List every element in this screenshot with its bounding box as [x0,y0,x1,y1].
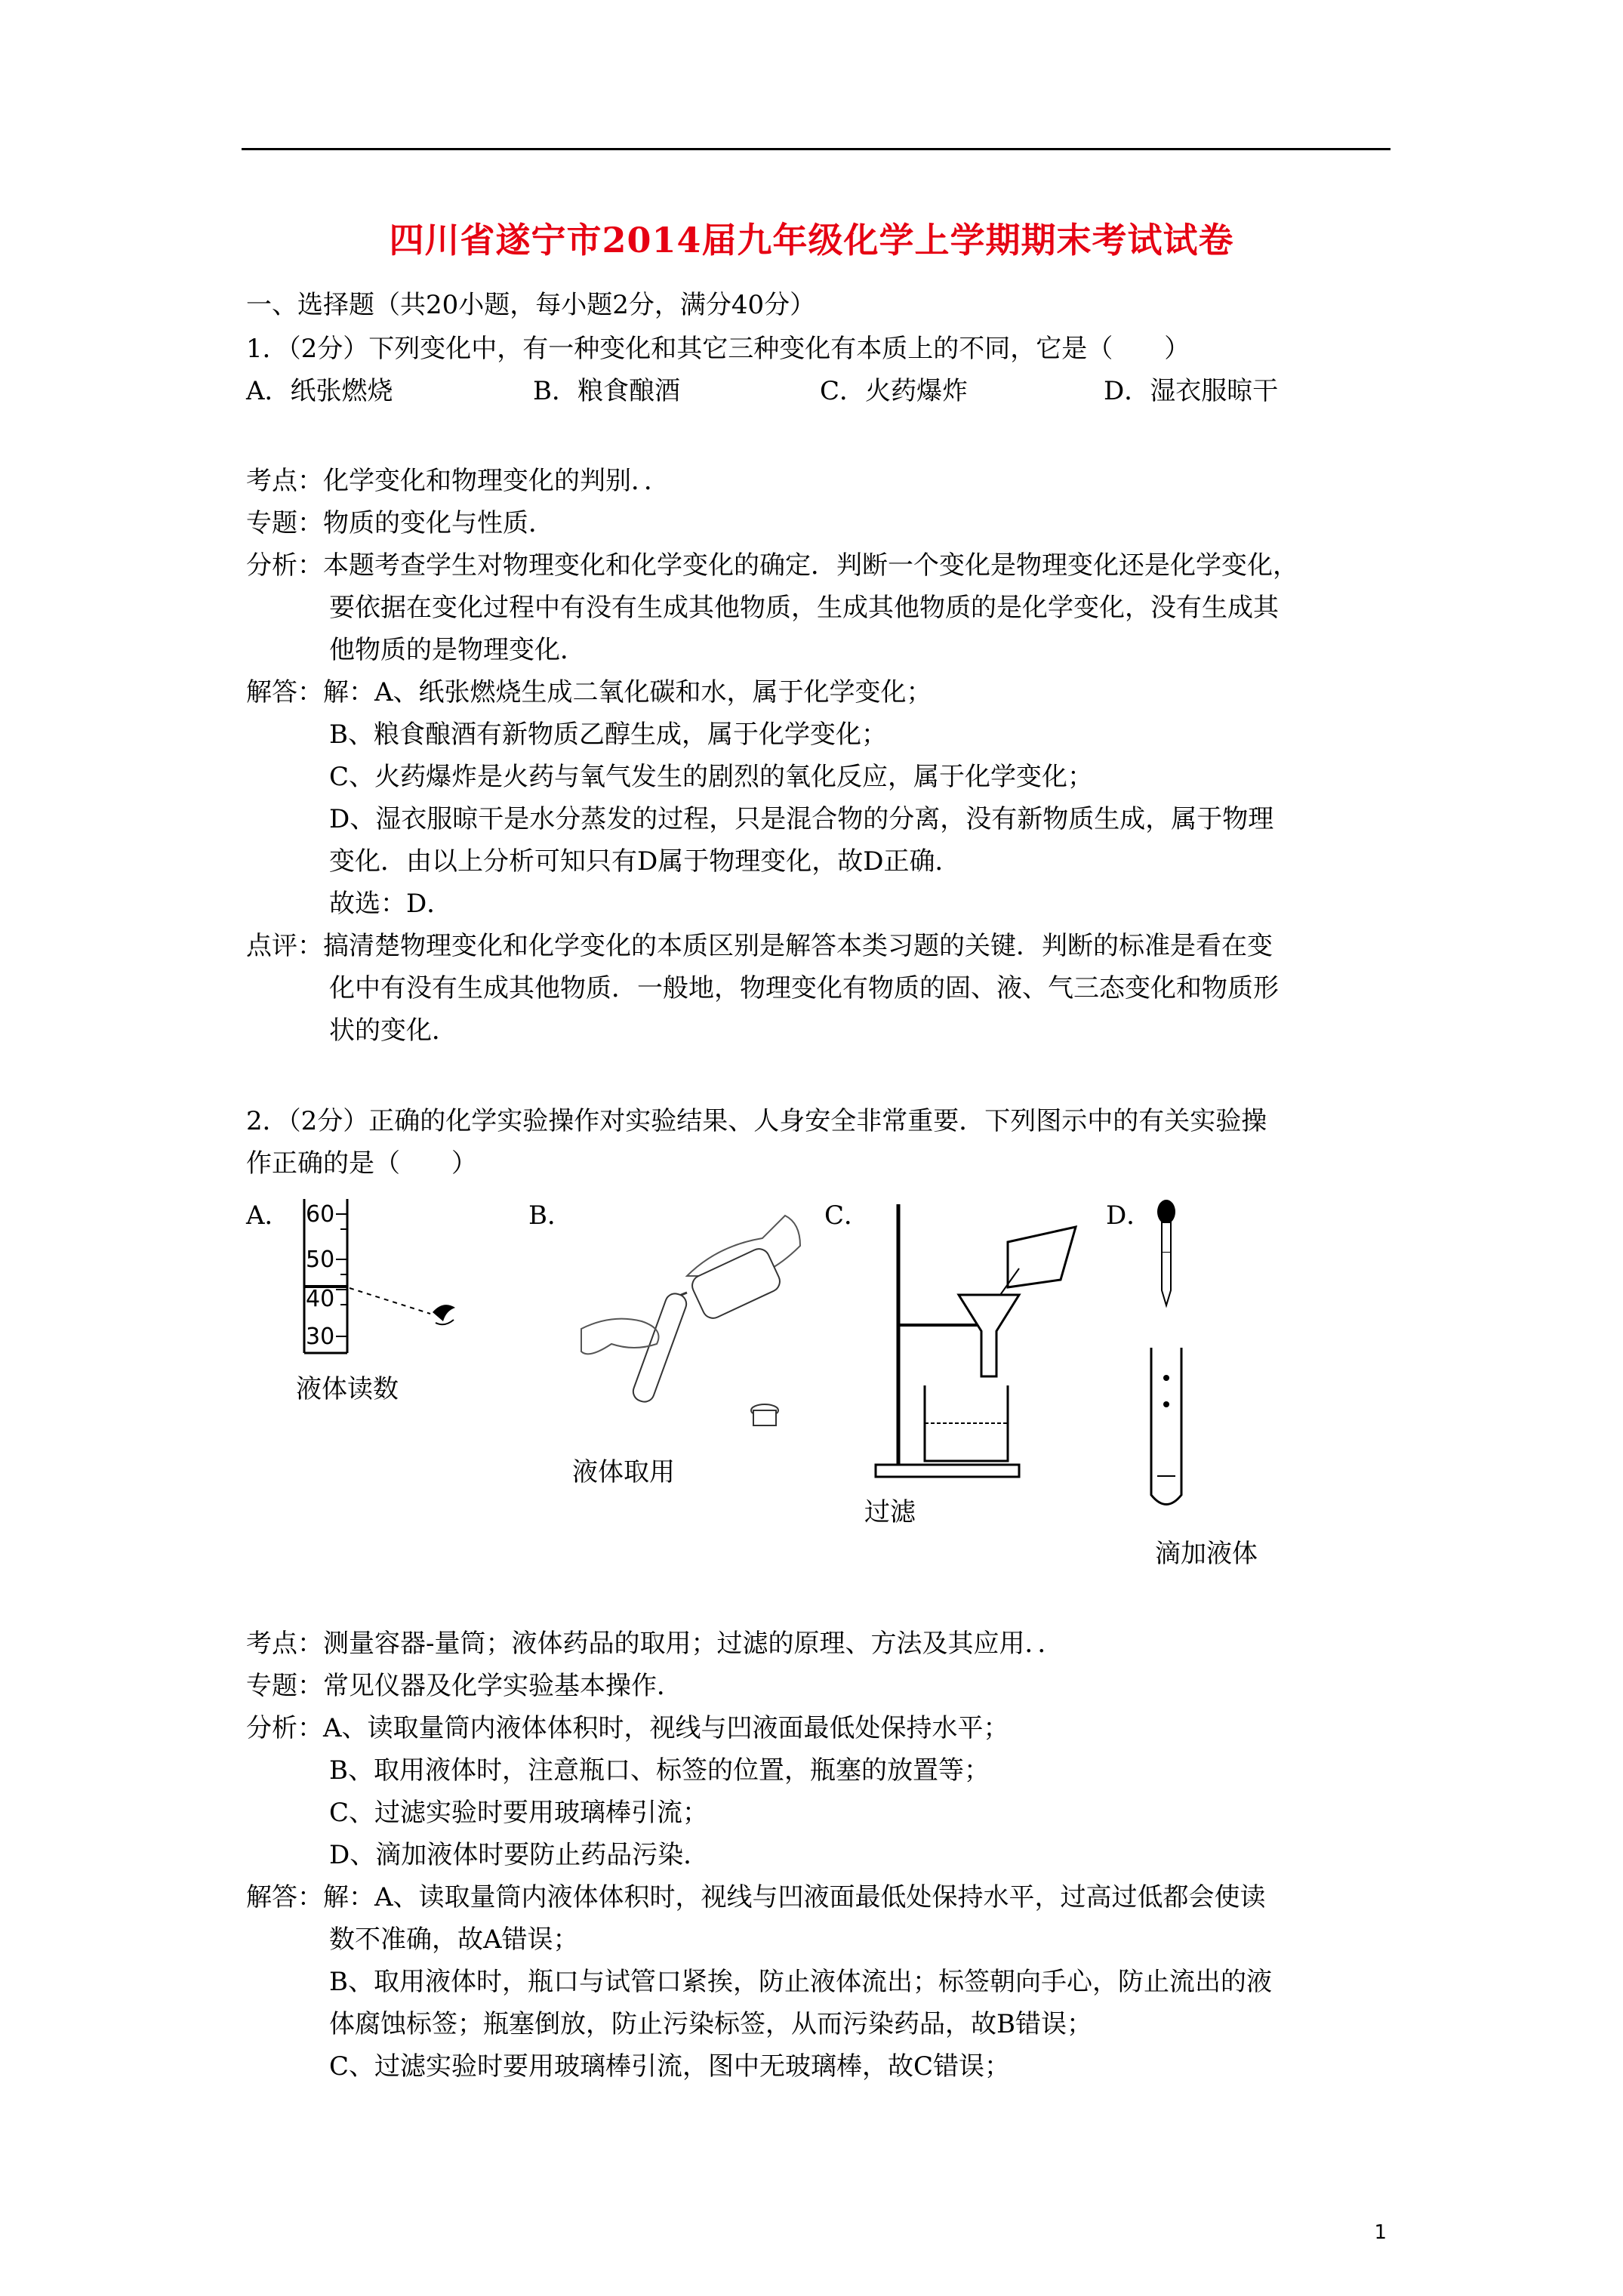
q1-jieda-line6: 故选：D． [329,889,453,919]
q1-fenxi-line2: 要依据在变化过程中有没有生成其他物质，生成其他物质的是化学变化，没有生成其 [329,593,1279,623]
q2-fenxi-line3: C、过滤实验时要用玻璃棒引流； [329,1798,709,1828]
q1-jieda-line2: B、粮食酿酒有新物质乙醇生成，属于化学变化； [329,720,887,750]
q2-caption-b: 液体取用 [572,1457,675,1487]
q1-dianping-line2: 化中有没有生成其他物质．一般地，物理变化有物质的固、液、气三态变化和物质形 [329,973,1279,1003]
liquid-pouring-figure [574,1208,823,1435]
q2-kaodian: 考点：测量容器-量筒；液体药品的取用；过滤的原理、方法及其应用．． [246,1629,1064,1659]
q2-jieda-line2: 数不准确，故A错误； [329,1925,579,1955]
q1-option-d: D．湿衣服晾干 [1104,376,1279,406]
graduated-cylinder-figure [291,1193,472,1359]
q1-option-b: B．粮食酿酒 [533,376,680,406]
q1-jieda-line4: D、湿衣服晾干是水分蒸发的过程，只是混合物的分离，没有新物质生成，属于物理 [329,804,1274,834]
q1-jieda-line5: 变化．由以上分析可知只有D属于物理变化，故D正确． [329,846,961,877]
q2-stem-line2: 作正确的是（ ） [246,1148,477,1179]
q2-jieda-line5: C、过滤实验时要用玻璃棒引流，图中无玻璃棒，故C错误； [329,2051,1011,2082]
q1-stem: 1．（2分）下列变化中，有一种变化和其它三种变化有本质上的不同，它是（ ） [246,334,1190,364]
dropper-figure [1136,1197,1196,1514]
q1-dianping-line3: 状的变化． [329,1015,457,1046]
tick-label-60: 60 [306,1201,335,1228]
header-rule [242,148,1390,150]
q2-caption-c: 过滤 [864,1497,916,1527]
page-title: 四川省遂宁市2014届九年级化学上学期期末考试试卷 [389,220,1234,260]
section-heading: 一、选择题（共20小题，每小题2分，满分40分） [246,290,816,320]
q1-option-c: C．火药爆炸 [820,376,969,406]
q2-zhuanti: 专题：常见仪器及化学实验基本操作． [246,1671,682,1701]
tick-label-40: 40 [306,1286,335,1312]
q2-stem-line1: 2．（2分）正确的化学实验操作对实验结果、人身安全非常重要．下列图示中的有关实验操 [246,1106,1267,1136]
q1-zhuanti: 专题：物质的变化与性质． [246,508,554,538]
q2-jieda-line1: 解答：解：A、读取量筒内液体体积时，视线与凹液面最低处保持水平，过高过低都会使读 [246,1882,1266,1912]
q2-fenxi-line4: D、滴加液体时要防止药品污染． [329,1840,710,1870]
q1-dianping-line1: 点评：搞清楚物理变化和化学变化的本质区别是解答本类习题的关键．判断的标准是看在变 [246,931,1273,961]
q2-option-a-letter: A． [246,1200,291,1231]
q2-caption-a: 液体读数 [296,1374,399,1404]
page-number: 1 [1374,2221,1387,2244]
filtration-figure [868,1197,1095,1484]
q2-option-d-letter: D． [1106,1200,1153,1231]
q2-caption-d: 滴加液体 [1155,1539,1258,1569]
eye-icon [433,1305,455,1324]
q1-jieda-line3: C、火药爆炸是火药与氧气发生的剧烈的氧化反应，属于化学变化； [329,762,1094,792]
q1-option-a: A．纸张燃烧 [246,376,393,406]
q1-kaodian: 考点：化学变化和物理变化的判别．． [246,466,670,496]
q2-option-b-letter: B． [528,1200,573,1231]
q2-jieda-line4: 体腐蚀标签；瓶塞倒放，防止污染标签，从而污染药品，故B错误； [329,2009,1092,2039]
q2-fenxi-line1: 分析：A、读取量筒内液体体积时，视线与凹液面最低处保持水平； [246,1713,1009,1743]
q2-jieda-line3: B、取用液体时，瓶口与试管口紧挨，防止液体流出；标签朝向手心，防止流出的液 [329,1967,1272,1997]
q1-fenxi-line1: 分析：本题考查学生对物理变化和化学变化的确定．判断一个变化是物理变化还是化学变化， [246,550,1298,581]
tick-label-30: 30 [306,1324,335,1350]
q2-fenxi-line2: B、取用液体时，注意瓶口、标签的位置，瓶塞的放置等； [329,1755,990,1786]
tick-label-50: 50 [306,1247,335,1273]
q1-jieda-line1: 解答：解：A、纸张燃烧生成二氧化碳和水，属于化学变化； [246,677,932,707]
q2-option-c-letter: C． [824,1200,870,1231]
q1-fenxi-line3: 他物质的是物理变化． [329,635,586,665]
